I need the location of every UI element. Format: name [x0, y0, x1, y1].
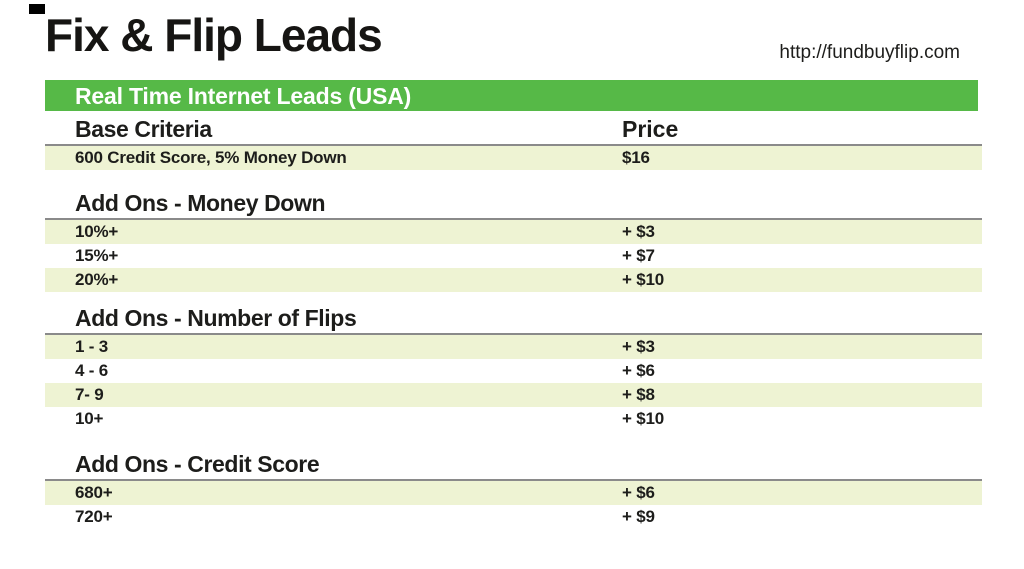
table-row — [45, 220, 982, 244]
banner-real-time-leads — [45, 80, 978, 111]
row-price: + $8 — [622, 385, 655, 404]
banner-label: Real Time Internet Leads (USA) — [75, 83, 412, 109]
section-addons-money-down — [45, 184, 982, 292]
section-title-number-of-flips: Add Ons - Number of Flips — [75, 305, 357, 331]
row-price: + $7 — [622, 246, 655, 265]
table-row — [45, 244, 982, 268]
row-label: 15%+ — [75, 246, 119, 265]
section-header — [45, 299, 982, 335]
section-title-money-down: Add Ons - Money Down — [75, 190, 326, 216]
row-price: + $6 — [622, 361, 655, 380]
table-row — [45, 146, 982, 170]
section-addons-number-of-flips — [45, 299, 982, 431]
row-price: + $3 — [622, 222, 655, 241]
row-price: + $6 — [622, 483, 655, 502]
page-title: Fix & Flip Leads — [45, 9, 382, 61]
table-row — [45, 335, 982, 359]
section-header — [45, 184, 982, 220]
column-header-price: Price — [622, 116, 679, 142]
row-label: 600 Credit Score, 5% Money Down — [75, 148, 347, 167]
section-header — [45, 445, 982, 481]
table-row — [45, 383, 982, 407]
row-label: 720+ — [75, 507, 113, 526]
section-addons-credit-score — [45, 445, 982, 529]
row-price: + $10 — [622, 409, 665, 428]
row-price: + $9 — [622, 507, 655, 526]
site-url[interactable]: http://fundbuyflip.com — [779, 42, 960, 63]
row-label: 4 - 6 — [75, 361, 109, 380]
table-row — [45, 407, 982, 431]
row-label: 680+ — [75, 483, 113, 502]
row-label: 1 - 3 — [75, 337, 109, 356]
section-title-base-criteria: Base Criteria — [75, 116, 212, 142]
row-label: 10%+ — [75, 222, 119, 241]
table-row — [45, 481, 982, 505]
table-row — [45, 505, 982, 529]
row-label: 20%+ — [75, 270, 119, 289]
row-label: 10+ — [75, 409, 104, 428]
corner-mark — [29, 4, 45, 14]
row-label: 7- 9 — [75, 385, 104, 404]
section-title-credit-score: Add Ons - Credit Score — [75, 451, 320, 477]
section-base-criteria — [45, 110, 982, 170]
table-row — [45, 359, 982, 383]
row-price: $16 — [622, 148, 650, 167]
row-price: + $3 — [622, 337, 655, 356]
row-price: + $10 — [622, 270, 665, 289]
section-header — [45, 110, 982, 146]
table-row — [45, 268, 982, 292]
